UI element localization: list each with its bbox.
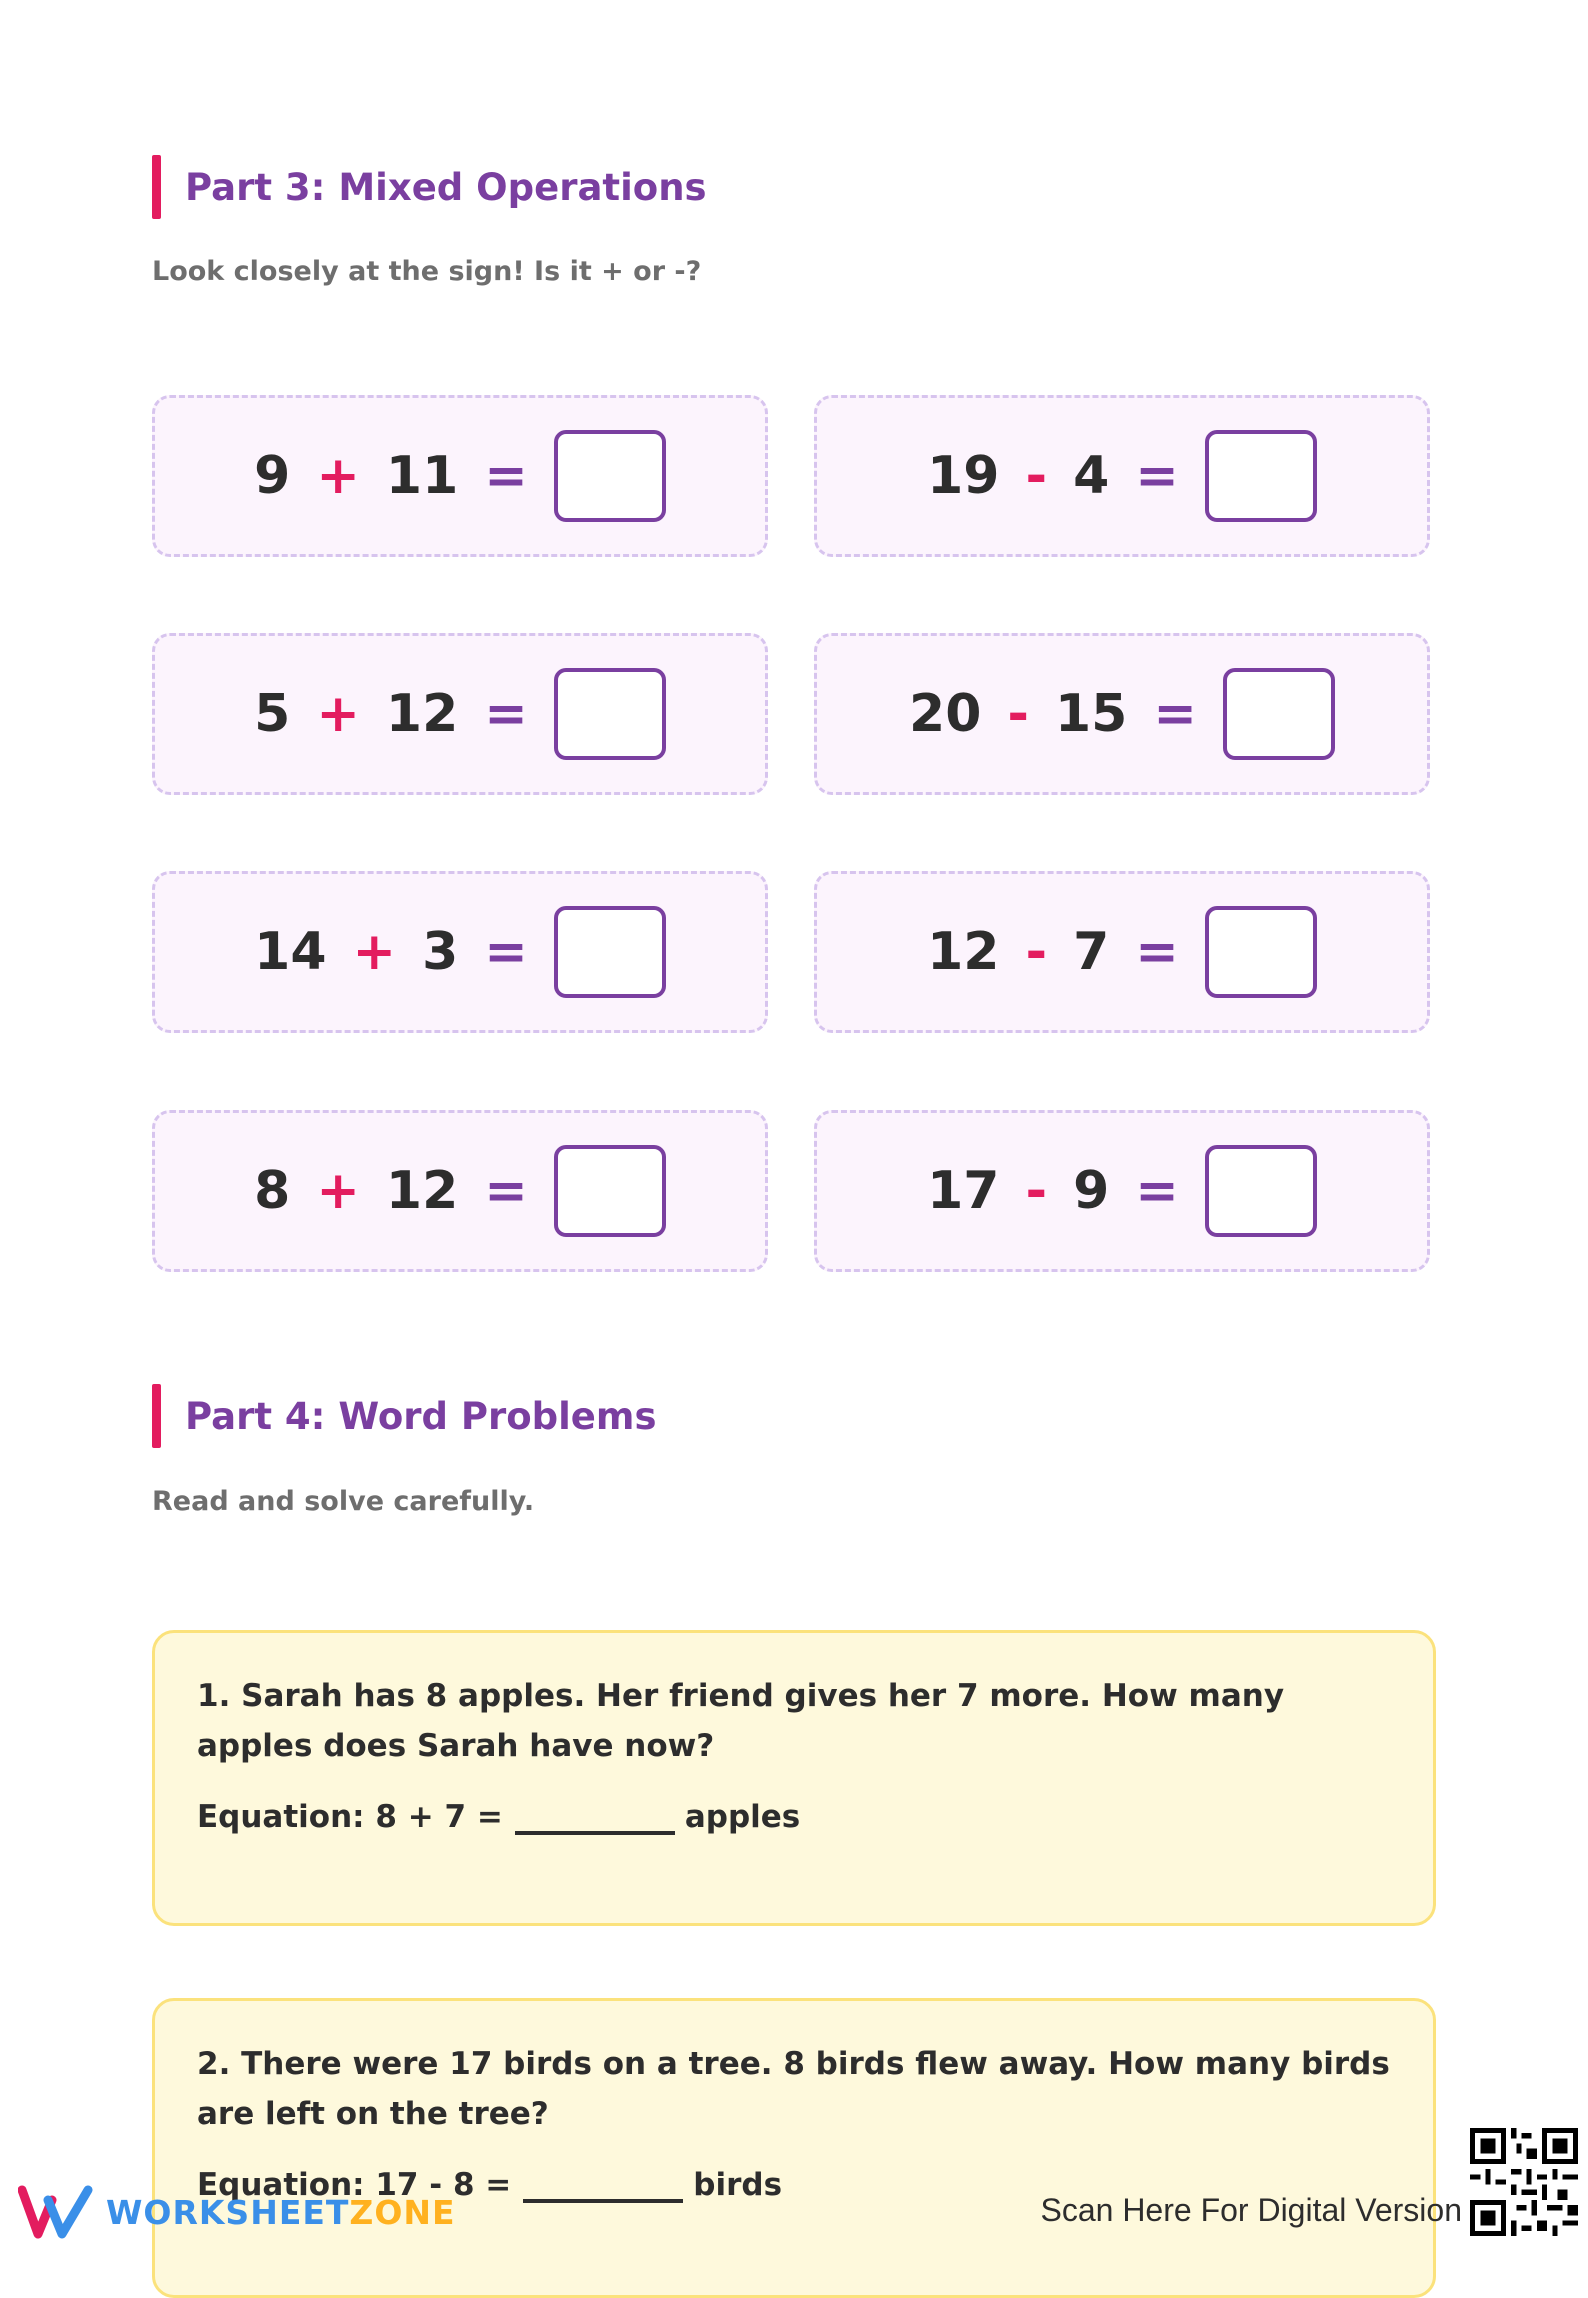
equation-operator: - xyxy=(1025,922,1048,982)
answer-box[interactable] xyxy=(554,668,666,760)
equation xyxy=(817,1113,1427,1269)
word-problem-unit: apples xyxy=(684,1799,801,1835)
equals-sign: = xyxy=(484,922,528,982)
word-problem-question: 1. Sarah has 8 apples. Her friend gives her 7 more. How many apples does Sarah have now? xyxy=(197,1678,1285,1764)
equals-sign: = xyxy=(484,684,528,744)
word-problem-card xyxy=(152,1630,1436,1926)
part4-instruction: Read and solve carefully. xyxy=(152,1486,535,1517)
equation-operand: 5 xyxy=(254,684,291,744)
word-problem-question: 2. There were 17 birds on a tree. 8 birds flew away. How many birds are left on the tree? xyxy=(197,2046,1390,2132)
word-problem-unit: birds xyxy=(693,2167,783,2203)
equation-operand: 9 xyxy=(254,446,291,506)
equals-sign: = xyxy=(1135,446,1179,506)
equals-sign: = xyxy=(1135,922,1179,982)
scan-text: Scan Here For Digital Version xyxy=(1040,2192,1462,2228)
answer-box[interactable] xyxy=(554,430,666,522)
equation-card xyxy=(814,395,1430,557)
equals-sign: = xyxy=(484,1161,528,1221)
part4-heading xyxy=(152,1384,656,1448)
equation-operand: 17 xyxy=(927,1161,1000,1221)
answer-box[interactable] xyxy=(1205,906,1317,998)
equation-operator: - xyxy=(1025,1161,1048,1221)
part3-instruction: Look closely at the sign! Is it + or -? xyxy=(152,256,702,287)
equation-operand: 12 xyxy=(927,922,1000,982)
equals-sign: = xyxy=(484,446,528,506)
equation xyxy=(155,1113,765,1269)
equation-card xyxy=(152,871,768,1033)
equation xyxy=(155,398,765,554)
equation-card xyxy=(814,633,1430,795)
equation-operand: 11 xyxy=(385,446,459,506)
worksheetzone-logo xyxy=(18,2184,456,2240)
equation-operator: - xyxy=(1007,684,1029,744)
equation-card xyxy=(814,1110,1430,1272)
part3-heading xyxy=(152,155,707,219)
answer-box[interactable] xyxy=(554,1145,666,1237)
equation-operand: 4 xyxy=(1073,446,1110,506)
equation-card xyxy=(152,1110,768,1272)
equation-card xyxy=(152,633,768,795)
equation-operand: 12 xyxy=(385,684,459,744)
equation-operand: 8 xyxy=(254,1161,291,1221)
equation-operator: + xyxy=(316,1161,360,1221)
equation-operator: + xyxy=(352,922,397,982)
answer-box[interactable] xyxy=(1205,430,1317,522)
equation-operator: - xyxy=(1025,446,1048,506)
equation-operator: + xyxy=(316,684,360,744)
equation-operand: 14 xyxy=(254,922,327,982)
answer-blank[interactable] xyxy=(515,1795,675,1835)
equals-sign: = xyxy=(1153,684,1197,744)
equation-operand: 12 xyxy=(385,1161,459,1221)
equation-operand: 20 xyxy=(909,684,982,744)
equation-operand: 15 xyxy=(1055,684,1128,744)
equation-operand: 9 xyxy=(1073,1161,1110,1221)
equation xyxy=(817,636,1427,792)
word-problem-equation: Equation: 8 + 7 = xyxy=(197,1799,503,1835)
answer-box[interactable] xyxy=(1205,1145,1317,1237)
equals-sign: = xyxy=(1135,1161,1179,1221)
part3-title: Part 3: Mixed Operations xyxy=(185,165,707,209)
heading-accent-bar xyxy=(152,155,161,219)
equation-operand: 19 xyxy=(927,446,1000,506)
part4-title: Part 4: Word Problems xyxy=(185,1394,657,1438)
equation-operator: + xyxy=(316,446,360,506)
equation xyxy=(817,398,1427,554)
word-problem-equation: Equation: 17 - 8 = xyxy=(197,2167,512,2203)
word-problem-card xyxy=(152,1998,1436,2298)
equation-operand: 3 xyxy=(422,922,459,982)
qr-code-icon[interactable] xyxy=(1470,2128,1578,2236)
answer-box[interactable] xyxy=(554,906,666,998)
answer-blank[interactable] xyxy=(523,2163,683,2203)
equation-card xyxy=(814,871,1430,1033)
equation-card xyxy=(152,395,768,557)
heading-accent-bar xyxy=(152,1384,161,1448)
word-problem-equation-row xyxy=(197,1795,1391,1835)
worksheetzone-w-icon xyxy=(18,2184,96,2240)
equation xyxy=(155,874,765,1030)
equation xyxy=(817,874,1427,1030)
equation xyxy=(155,636,765,792)
equation-operand: 7 xyxy=(1073,922,1110,982)
answer-box[interactable] xyxy=(1223,668,1335,760)
brand-name: WORKSHEETZONE xyxy=(106,2192,456,2232)
